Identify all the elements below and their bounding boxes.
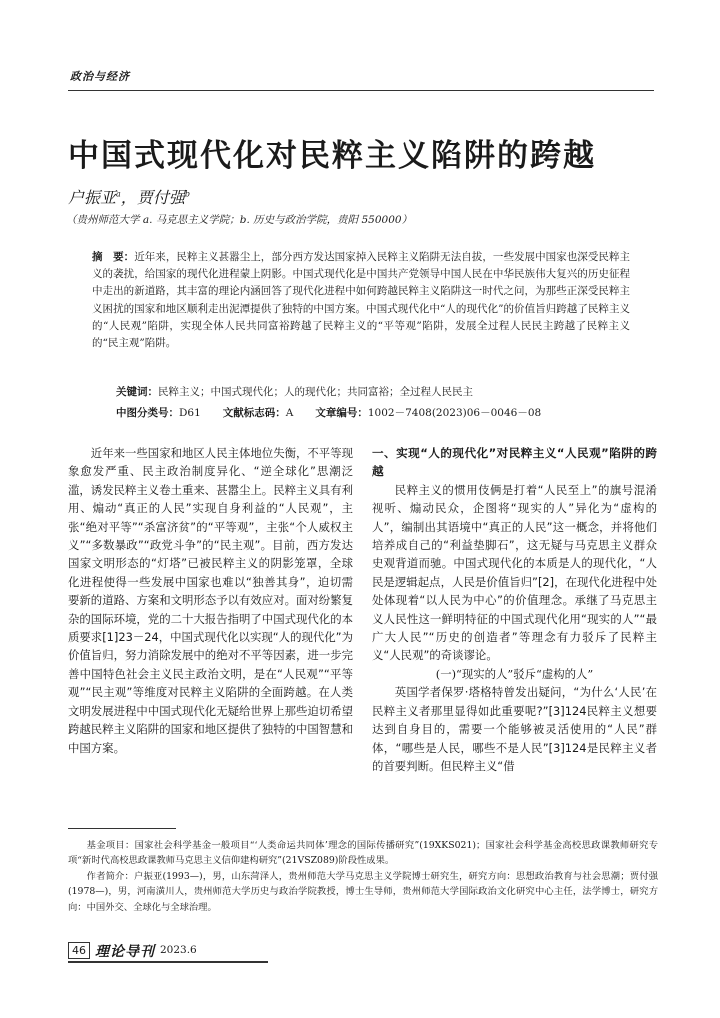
issue-number: 2023.6 bbox=[160, 944, 197, 956]
class-value: D61 bbox=[179, 407, 201, 419]
author-affil-mark: b bbox=[184, 189, 190, 199]
journal-name: 理论导刊 bbox=[95, 944, 155, 960]
affiliation: （贵州师范大学 a. 马克思主义学院；b. 历史与政治学院，贵阳 550000） bbox=[66, 214, 413, 226]
abstract-text: 近年来，民粹主义甚嚣尘上，部分西方发达国家掉入民粹主义陷阱无法自拔，一些发展中国家也深受民粹主义的袭扰，给国家的现代化进程蒙上阴影。中国式现代化是中国共产党领导中国人民在中华民族伟大复兴的历史征程中走出的新道路，其丰富的理论内涵回答了现代化进程中如何跨越民粹主义陷阱这一时代之问，为那些正深受民粹主义困扰的国家和地区顺利走出泥潭提供了独特的中国方案。中国式现代化中“人的现代化”的价值旨归跨越了民粹主义的“人民观”陷阱，实现全体人民共同富裕跨越了民粹主义的“平等观”陷阱，发展全过程人民民主跨越了民粹主义的“民主观”陷阱。 bbox=[92, 251, 631, 350]
author-line bbox=[68, 185, 190, 208]
paragraph: 英国学者保罗·塔格特曾发出疑问，“为什么‘人民’在民粹主义者那里显得如此重要呢?”[3]124民粹主义想要达到自身目的，需要一个能够被灵活使用的“人民”群体，“哪些是人民，哪些不是人民”[3]124是民粹主义者的首要判断。但民粹主义“借 bbox=[372, 685, 657, 773]
page-number: 46 bbox=[68, 942, 90, 959]
footer-rule bbox=[68, 961, 268, 963]
right-column bbox=[372, 444, 657, 775]
article-no-value: 1002－7408(2023)06－0046－08 bbox=[367, 407, 542, 419]
abstract bbox=[92, 249, 630, 352]
author-name: 户振亚 bbox=[68, 188, 117, 207]
author-separator: ， bbox=[120, 188, 137, 207]
section-label: 政治与经济 bbox=[70, 70, 130, 83]
keywords bbox=[116, 384, 473, 399]
article-title: 中国式现代化对民粹主义陷阱的跨越 bbox=[68, 138, 596, 174]
footnote-rule bbox=[68, 828, 176, 829]
keywords-label: 关键词： bbox=[116, 386, 158, 398]
author-affil-mark: a bbox=[116, 189, 121, 199]
classification-line bbox=[116, 405, 541, 420]
fund-note: 基金项目：国家社会科学基金一般项目“‘人类命运共同体’理念的国际传播研究”(19XKS021)；国家社会科学基金高校思政课教师研究专项“新时代高校思政课教师马克思主义信仰建构研究”(21VSZ089)阶段性成果。 bbox=[68, 840, 658, 867]
left-column-text: 近年来一些国家和地区人民主体地位失衡，不平等现象愈发严重、民主政治制度异化、“逆全球化”思潮泛滥，诱发民粹主义卷土重来、甚嚣尘上。民粹主义具有利用、煽动“真正的人民”实现自身利益的“人民观”，主张“绝对平等”“杀富济贫”的“平等观”，主张“个人威权主义”“多数暴政”“政党斗争”的“民主观”。目前，西方发达国家文明形态的“灯塔”已被民粹主义的阴影笼罩，全球化进程使得一些发展中国家也难以“独善其身”，迫切需要新的道路、方案和文明形态予以有效应对。面对纷繁复杂的国际环境，党的二十大报告指明了中国式现代化的本质要求[1]23－24，中国式现代化以实现“人的现代化”为价值旨归，努力消除发展中的绝对不平等因素，进一步完善中国特色社会主义民主政治文明，是在“人民观”“平等观”“民主观”等维度对民粹主义陷阱的全面跨越。在人类文明发展进程中中国式现代化无疑给世界上那些迫切希望跨越民粹主义陷阱的国家和地区提供了独特的中国智慧和中国方案。 bbox=[68, 446, 353, 755]
keywords-text: 民粹主义；中国式现代化；人的现代化；共同富裕；全过程人民民主 bbox=[158, 386, 473, 398]
subsection-heading: (一)“现实的人”驳斥“虚构的人” bbox=[435, 666, 594, 681]
article-no-label: 文章编号： bbox=[315, 407, 368, 419]
doc-code-value: A bbox=[285, 407, 294, 419]
author-note: 作者简介：户振亚(1993—)，男，山东菏泽人，贵州师范大学马克思主义学院博士研究生，研究方向：思想政治教育与社会思潮；贾付强(1978—)，男，河南潢川人，贵州师范大学历史与政治学院教授，博士生导师，贵州师范大学国际政治文化研究中心主任，法学博士，研究方向：中国外交、全球化与全球治理。 bbox=[68, 870, 658, 913]
doc-code-label: 文献标志码： bbox=[222, 407, 286, 419]
header-rule bbox=[68, 90, 654, 91]
footnotes bbox=[68, 838, 658, 915]
author-name: 贾付强 bbox=[136, 188, 185, 207]
abstract-label: 摘 要： bbox=[92, 251, 135, 263]
class-label: 中图分类号： bbox=[116, 407, 179, 419]
section-heading: 一、实现“人的现代化”对民粹主义“人民观”陷阱的跨越 bbox=[372, 446, 657, 479]
paragraph: 民粹主义的惯用伎俩是打着“人民至上”的旗号混淆视听、煽动民众，企图将“现实的人”异化为“虚构的人”，编制出其语境中“真正的人民”这一概念，并将他们培养成自己的“利益垫脚石”，这无疑与马克思主义群众史观背道而驰。中国式现代化的本质是人的现代化，“人民是逻辑起点，人民是价值旨归”[2]，在现代化进程中处处体现着“以人民为中心”的价值理念。承继了马克思主义人民性这一鲜明特征的中国式现代化用“现实的人”“最广大人民”“历史的创造者”等理念有力驳斥了民粹主义“人民观”的奇谈谬论。 bbox=[372, 482, 657, 663]
